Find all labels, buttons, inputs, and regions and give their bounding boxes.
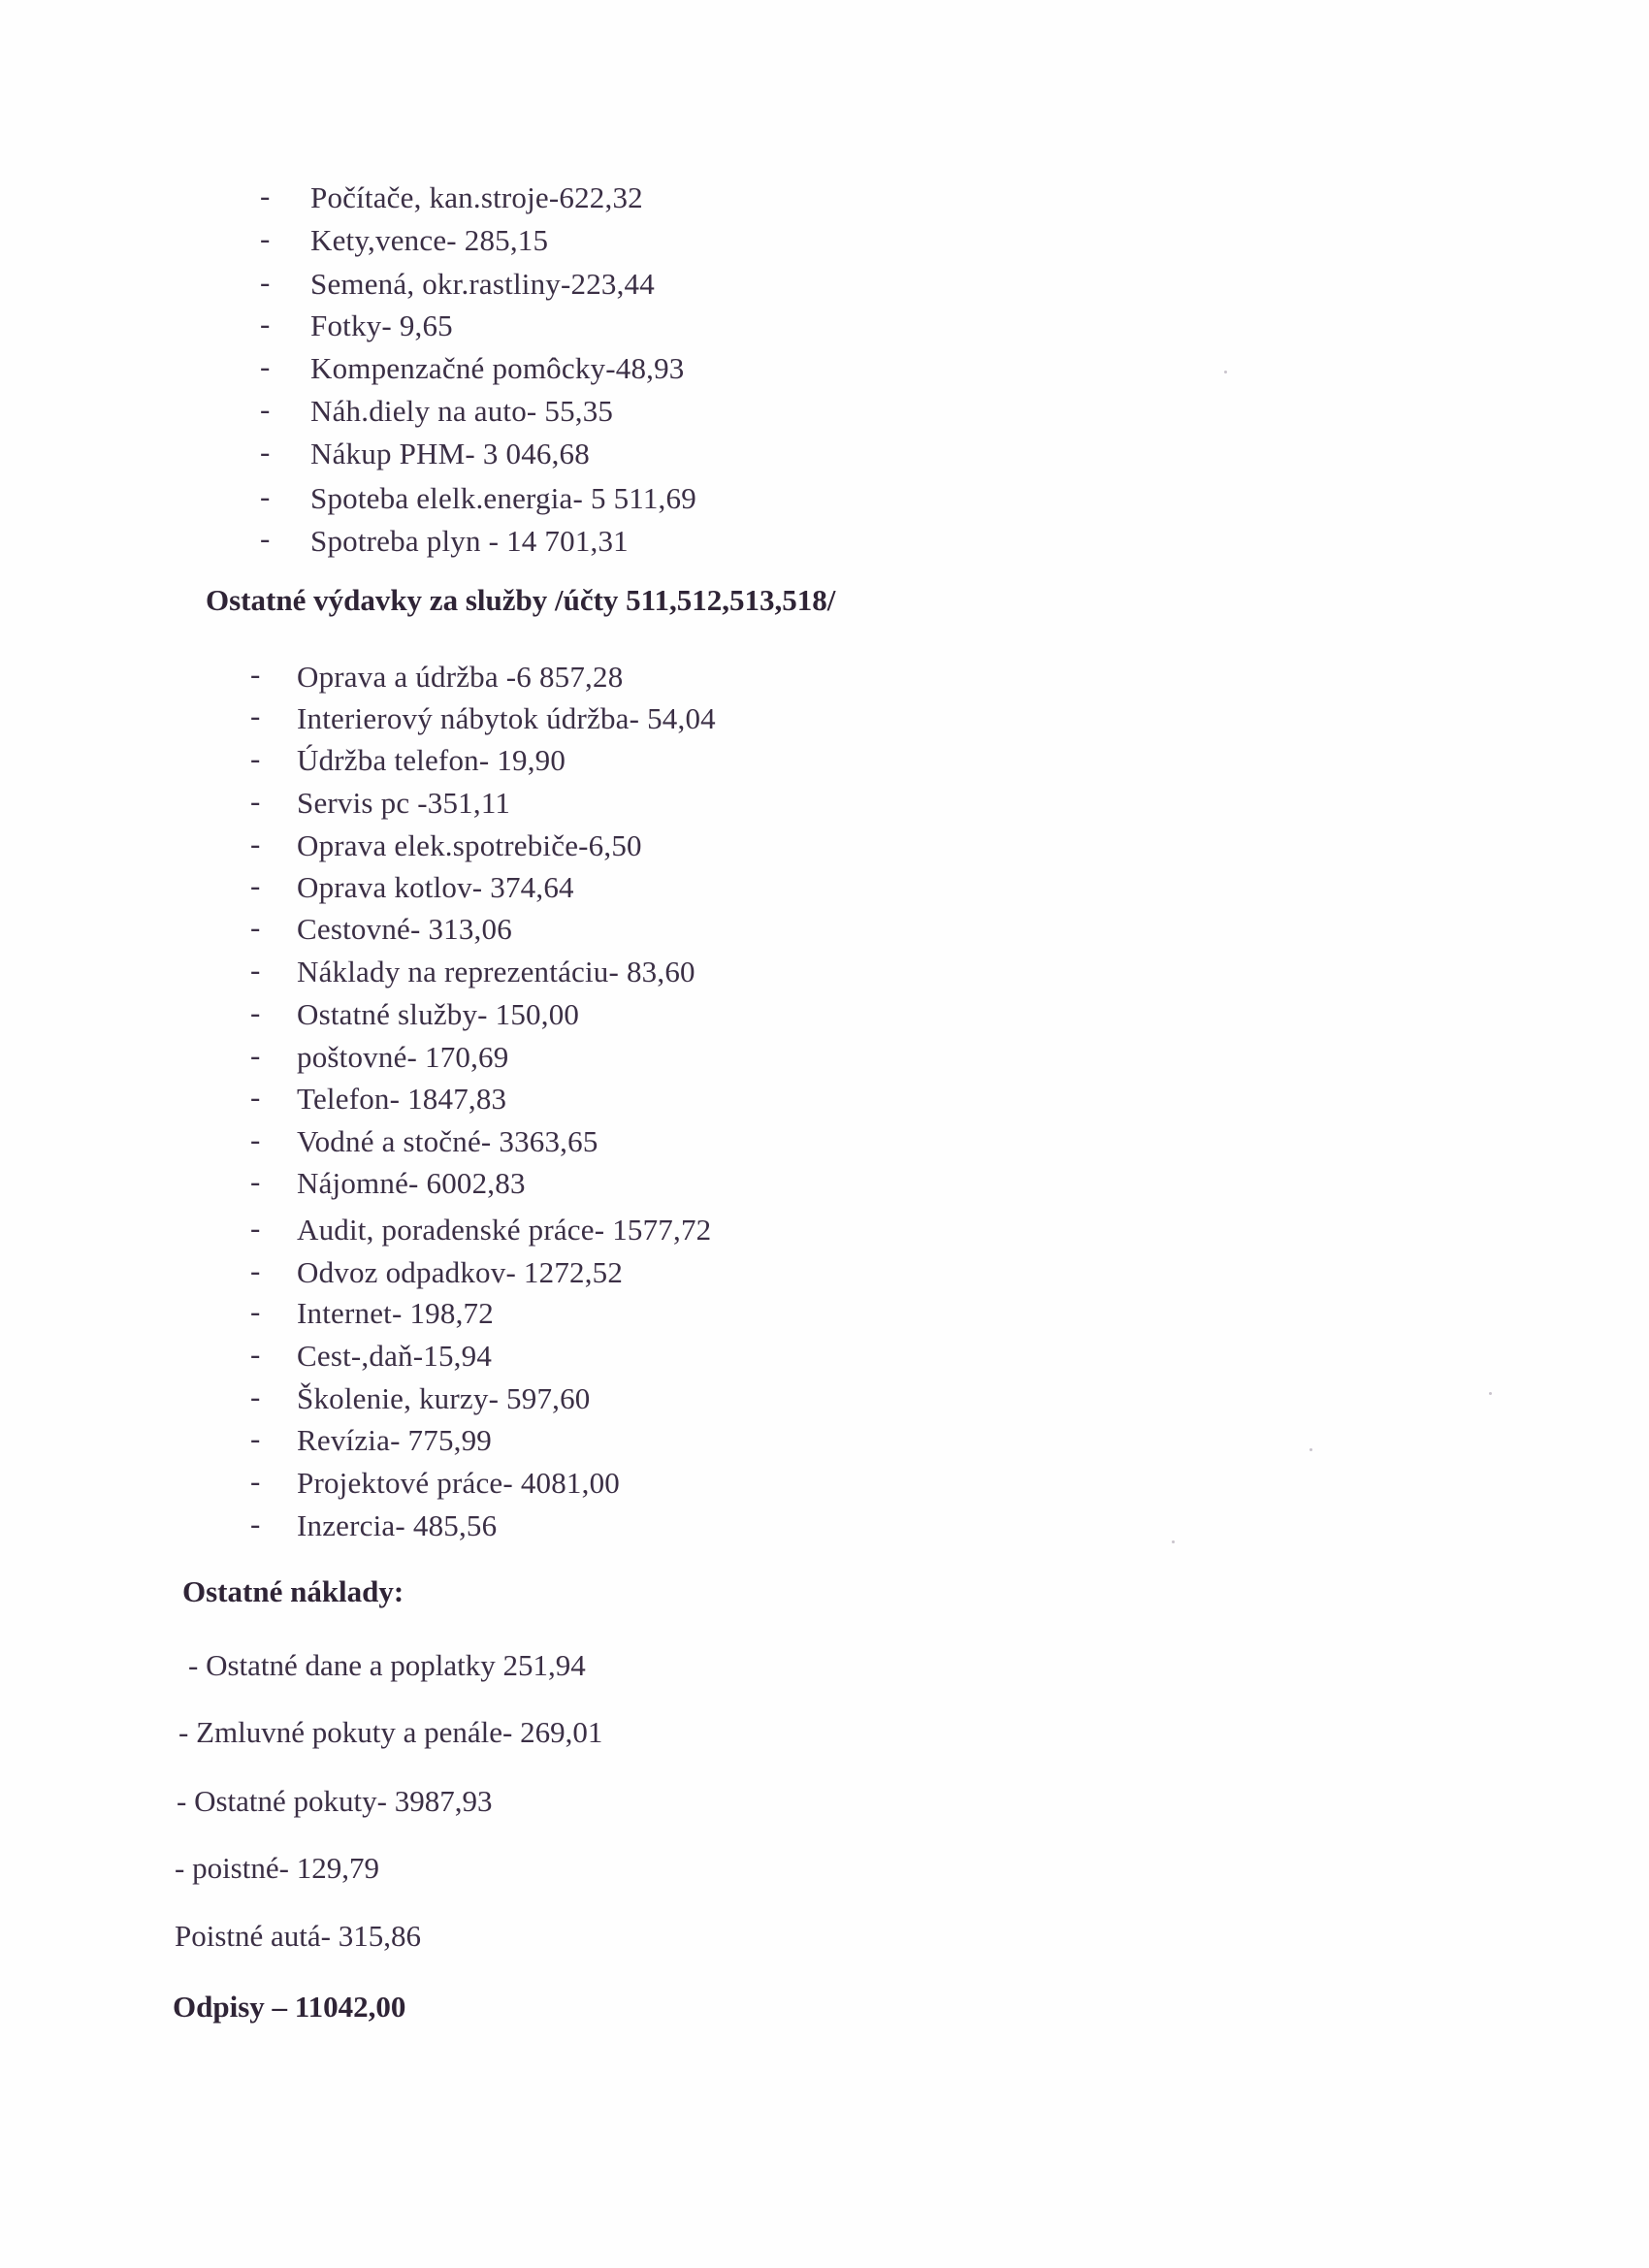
- list-item-text: Školenie, kurzy- 597,60: [297, 1381, 591, 1415]
- list-bullet: -: [260, 435, 271, 469]
- scan-speck: [1224, 371, 1227, 373]
- list-bullet: -: [260, 479, 271, 513]
- list-bullet: -: [250, 1464, 261, 1498]
- insurance-cars-line: Poistné autá- 315,86: [175, 1919, 421, 1953]
- list-item-text: Oprava kotlov- 374,64: [297, 870, 574, 904]
- list-bullet: -: [260, 392, 271, 426]
- list-bullet: -: [250, 868, 261, 902]
- list-bullet: -: [260, 221, 271, 255]
- list-item-text: Inzercia- 485,56: [297, 1508, 498, 1542]
- list-item-text: Oprava elek.spotrebiče-6,50: [297, 828, 642, 862]
- list-bullet: -: [250, 657, 261, 691]
- scan-speck: [1489, 1392, 1492, 1395]
- list-bullet: -: [260, 265, 271, 299]
- list-bullet: -: [250, 1211, 261, 1245]
- list-item-text: Nákup PHM- 3 046,68: [310, 437, 590, 470]
- list-item-text: Internet- 198,72: [297, 1296, 494, 1330]
- list-bullet: -: [250, 1507, 261, 1540]
- list-bullet: -: [250, 1164, 261, 1198]
- list-item-text: Nájomné- 6002,83: [297, 1166, 526, 1200]
- list-bullet: -: [250, 910, 261, 944]
- depreciation-value: – 11042,00: [264, 1990, 406, 2024]
- other-cost-line: - Ostatné dane a poplatky 251,94: [188, 1648, 586, 1682]
- list-bullet: -: [250, 953, 261, 987]
- list-item-text: Vodné a stočné- 3363,65: [297, 1124, 598, 1158]
- depreciation-label: Odpisy: [173, 1990, 265, 2024]
- list-bullet: -: [250, 741, 261, 775]
- list-bullet: -: [250, 1038, 261, 1072]
- list-bullet: -: [260, 521, 271, 555]
- list-bullet: -: [250, 1080, 261, 1114]
- list-item-text: Kety,vence- 285,15: [310, 223, 549, 257]
- list-bullet: -: [250, 698, 261, 732]
- list-item-text: Počítače, kan.stroje-622,32: [310, 180, 643, 214]
- list-bullet: -: [250, 1379, 261, 1413]
- list-item-text: Náklady na reprezentáciu- 83,60: [297, 955, 695, 988]
- list-item-text: Cestovné- 313,06: [297, 912, 512, 946]
- other-cost-line: - Zmluvné pokuty a penále- 269,01: [178, 1715, 603, 1749]
- list-item-text: Kompenzačné pomôcky-48,93: [310, 351, 685, 385]
- list-item-text: Semená, okr.rastliny-223,44: [310, 267, 655, 301]
- list-bullet: -: [250, 1337, 261, 1371]
- list-item-text: Údržba telefon- 19,90: [297, 743, 566, 777]
- list-item-text: Náh.diely na auto- 55,35: [310, 394, 614, 428]
- list-item-text: Spotreba plyn - 14 701,31: [310, 524, 629, 558]
- list-bullet: -: [250, 995, 261, 1029]
- list-bullet: -: [260, 178, 271, 212]
- list-item-text: Projektové práce- 4081,00: [297, 1466, 620, 1500]
- list-item-text: Spoteba elelk.energia- 5 511,69: [310, 481, 696, 515]
- other-cost-line: - poistné- 129,79: [175, 1851, 379, 1885]
- list-bullet: -: [250, 1122, 261, 1156]
- list-item-text: Odvoz odpadkov- 1272,52: [297, 1255, 624, 1289]
- list-item-text: poštovné- 170,69: [297, 1040, 509, 1074]
- list-bullet: -: [250, 1421, 261, 1455]
- list-item-text: Revízia- 775,99: [297, 1423, 493, 1457]
- list-item-text: Fotky- 9,65: [310, 308, 453, 342]
- list-bullet: -: [250, 784, 261, 818]
- list-bullet: -: [250, 1294, 261, 1328]
- list-bullet: -: [260, 349, 271, 383]
- section-heading-other-costs: Ostatné náklady:: [182, 1574, 404, 1608]
- section-heading-services: Ostatné výdavky za služby /účty 511,512,513,518/: [206, 583, 836, 617]
- list-item-text: Cest-,daň-15,94: [297, 1339, 493, 1373]
- list-bullet: -: [250, 1253, 261, 1287]
- other-cost-line: - Ostatné pokuty- 3987,93: [177, 1784, 493, 1818]
- list-bullet: -: [260, 307, 271, 340]
- scan-speck: [1172, 1540, 1175, 1543]
- list-item-text: Oprava a údržba -6 857,28: [297, 660, 624, 694]
- list-item-text: Servis pc -351,11: [297, 786, 511, 820]
- list-item-text: Telefon- 1847,83: [297, 1082, 507, 1116]
- depreciation-line: [173, 1989, 405, 2025]
- list-bullet: -: [250, 826, 261, 860]
- list-item-text: Ostatné služby- 150,00: [297, 997, 580, 1031]
- list-item-text: Interierový nábytok údržba- 54,04: [297, 701, 716, 735]
- list-item-text: Audit, poradenské práce- 1577,72: [297, 1213, 712, 1247]
- scan-speck: [1310, 1448, 1312, 1451]
